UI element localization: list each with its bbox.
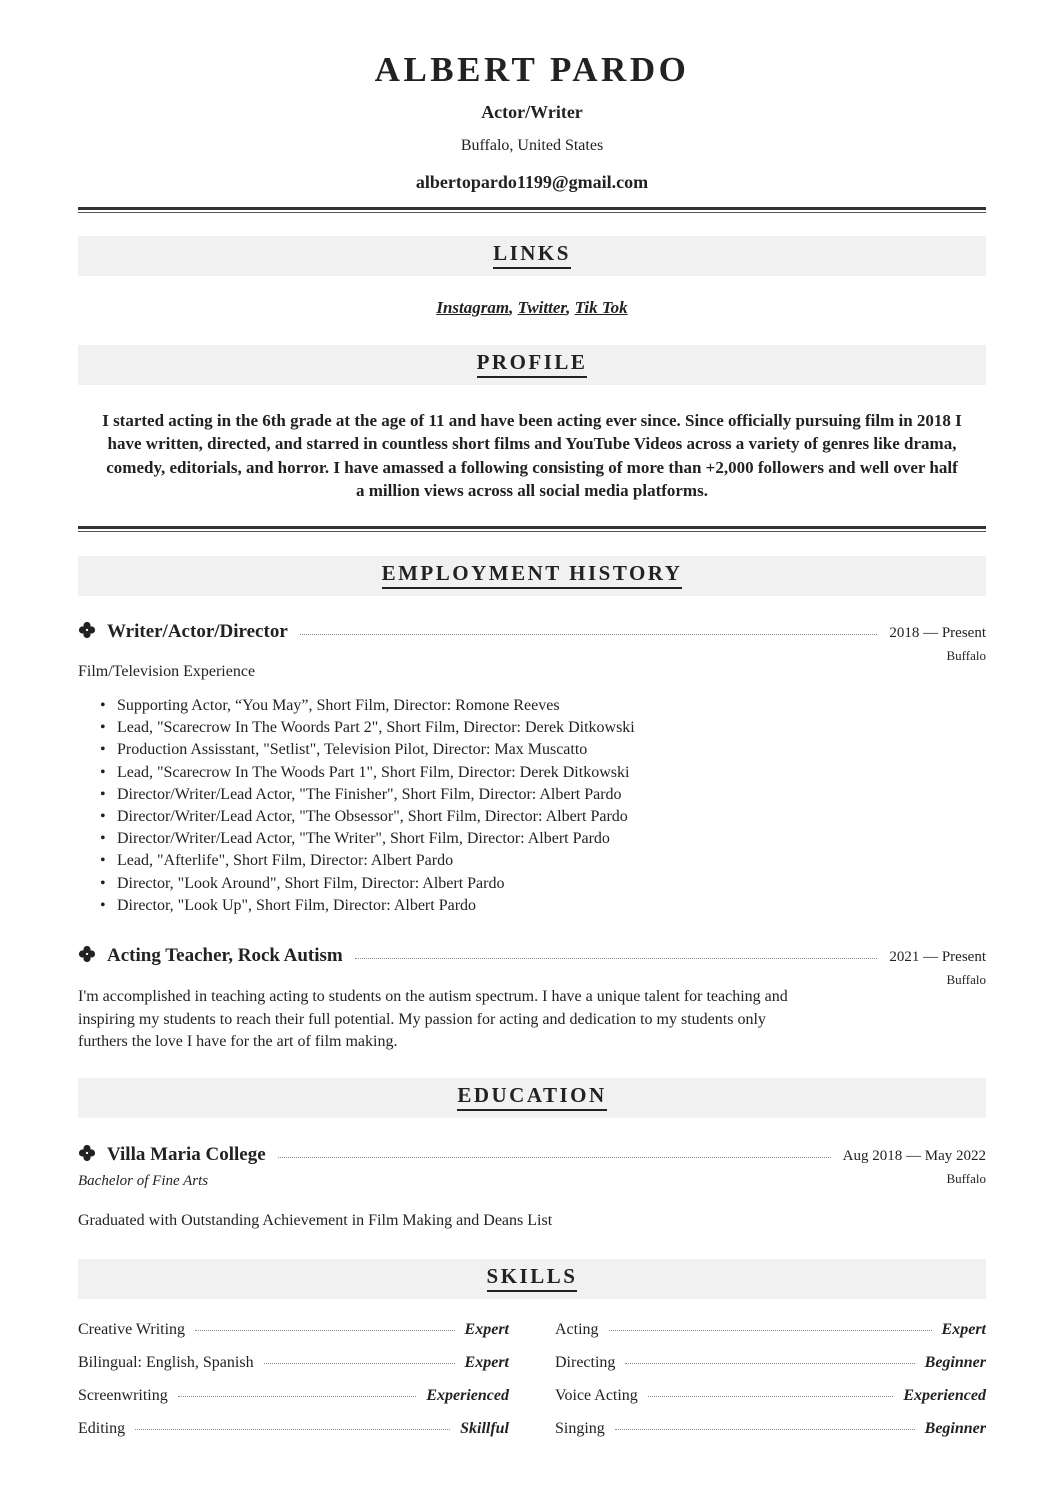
clover-bullet-icon [78, 945, 96, 963]
job-city: Buffalo [946, 648, 986, 663]
skill-level: Experienced [426, 1387, 509, 1404]
skill-row [78, 1387, 509, 1405]
job-title: Actor/Writer [481, 102, 583, 122]
section-header-links [78, 236, 986, 276]
bullet-item: • Director/Writer/Lead Actor, "The Writer", Short Film, Director: Albert Pardo [100, 828, 635, 850]
school-name: Villa Maria College [107, 1144, 266, 1165]
job-title: Acting Teacher, Rock Autism [107, 945, 343, 966]
skill-name: Directing [555, 1354, 616, 1371]
candidate-name: ALBERT PARDO [374, 50, 690, 89]
job-dates: 2021 — Present [889, 949, 986, 965]
job-header [78, 943, 986, 967]
bullet-item: • Lead, "Scarecrow In The Woods Part 1", Short Film, Director: Derek Ditkowski [100, 762, 635, 784]
skill-row [555, 1354, 986, 1372]
skill-row [78, 1354, 509, 1372]
skill-level: Expert [464, 1354, 509, 1371]
bullet-item: • Director, "Look Up", Short Film, Director: Albert Pardo [100, 895, 635, 917]
dot-leader [264, 1363, 455, 1364]
bullet-item: • Lead, "Afterlife", Short Film, Director: Albert Pardo [100, 850, 635, 872]
education-city: Buffalo [946, 1171, 986, 1186]
education-dates: Aug 2018 — May 2022 [842, 1148, 986, 1164]
skill-name: Editing [78, 1420, 126, 1437]
section-title: EMPLOYMENT HISTORY [382, 561, 683, 589]
job-title: Writer/Actor/Director [107, 621, 288, 642]
skill-row [555, 1387, 986, 1405]
section-title: PROFILE [477, 350, 588, 378]
section-title: SKILLS [487, 1264, 578, 1292]
section-header-employment [78, 556, 986, 596]
skill-name: Singing [555, 1420, 605, 1437]
email: albertopardo1199@gmail.com [415, 172, 649, 192]
dot-leader [615, 1429, 915, 1430]
dot-leader [278, 1157, 831, 1158]
skill-name: Voice Acting [555, 1387, 638, 1404]
location: Buffalo, United States [460, 137, 604, 154]
job-dates: 2018 — Present [889, 625, 986, 641]
section-header-skills [78, 1259, 986, 1299]
skill-name: Creative Writing [78, 1321, 186, 1338]
skill-level: Experienced [903, 1387, 986, 1404]
skill-level: Skillful [460, 1420, 509, 1437]
clover-bullet-icon [78, 1144, 96, 1162]
skill-name: Screenwriting [78, 1387, 168, 1404]
dot-leader [178, 1396, 417, 1397]
bullet-item: • Lead, "Scarecrow In The Woords Part 2", Short Film, Director: Derek Ditkowski [100, 717, 635, 739]
divider [78, 207, 986, 213]
dot-leader [195, 1330, 455, 1331]
job-bullet-list [100, 695, 635, 917]
links-list [78, 298, 986, 318]
skill-row [555, 1420, 986, 1438]
skill-row [555, 1321, 986, 1339]
job-description: I'm accomplished in teaching acting to students on the autism spectrum. I have a unique talent for teaching and inspiring my students to reach their full potential. My passion for acting and dedication to my students only furthers the love I have for the art of film making. [78, 988, 788, 1050]
section-header-education [78, 1078, 986, 1118]
dot-leader [300, 634, 878, 635]
section-header-profile [78, 345, 986, 385]
skill-name: Acting [555, 1321, 599, 1338]
skill-level: Beginner [924, 1420, 986, 1437]
dot-leader [609, 1330, 932, 1331]
divider [78, 526, 986, 532]
skill-level: Beginner [924, 1354, 986, 1371]
skill-row [78, 1321, 509, 1339]
skill-name: Bilingual: English, Spanish [78, 1354, 254, 1371]
bullet-item: • Production Assisstant, "Setlist", Television Pilot, Director: Max Muscatto [100, 739, 635, 761]
profile-text: I started acting in the 6th grade at the age of 11 and have been acting ever since. Since officially pursuing film in 2018 I have written, directed, and starred in countless short films and YouTube Videos across a variety of genres like drama, comedy, editorials, and horror. I have amassed a following consisting of more than +2,000 followers and well over half a million views across all social media platforms. [102, 411, 962, 500]
clover-bullet-icon [78, 621, 96, 639]
education-description: Graduated with Outstanding Achievement in Film Making and Deans List [78, 1212, 553, 1229]
degree: Bachelor of Fine Arts [78, 1173, 209, 1189]
education-header [78, 1142, 986, 1166]
link-twitter[interactable]: Twitter [517, 298, 567, 317]
dot-leader [648, 1396, 894, 1397]
bullet-item: • Director/Writer/Lead Actor, "The Obsessor", Short Film, Director: Albert Pardo [100, 806, 635, 828]
link-instagram[interactable]: Instagram [436, 298, 510, 317]
dot-leader [625, 1363, 914, 1364]
job-header [78, 619, 986, 643]
skill-level: Expert [941, 1321, 986, 1338]
separator: , [509, 298, 518, 317]
skill-row [78, 1420, 509, 1438]
bullet-item: • Director, "Look Around", Short Film, Director: Albert Pardo [100, 873, 635, 895]
bullet-item: • Director/Writer/Lead Actor, "The Finisher", Short Film, Director: Albert Pardo [100, 784, 635, 806]
dot-leader [135, 1429, 450, 1430]
dot-leader [355, 958, 878, 959]
skill-level: Expert [464, 1321, 509, 1338]
bullet-item: • Supporting Actor, “You May”, Short Film, Director: Romone Reeves [100, 695, 635, 717]
separator: , [566, 298, 575, 317]
job-subtitle: Film/Television Experience [78, 663, 256, 680]
link-tiktok[interactable]: Tik Tok [574, 298, 628, 317]
job-city: Buffalo [946, 972, 986, 987]
section-title: LINKS [493, 241, 571, 269]
section-title: EDUCATION [457, 1083, 606, 1111]
